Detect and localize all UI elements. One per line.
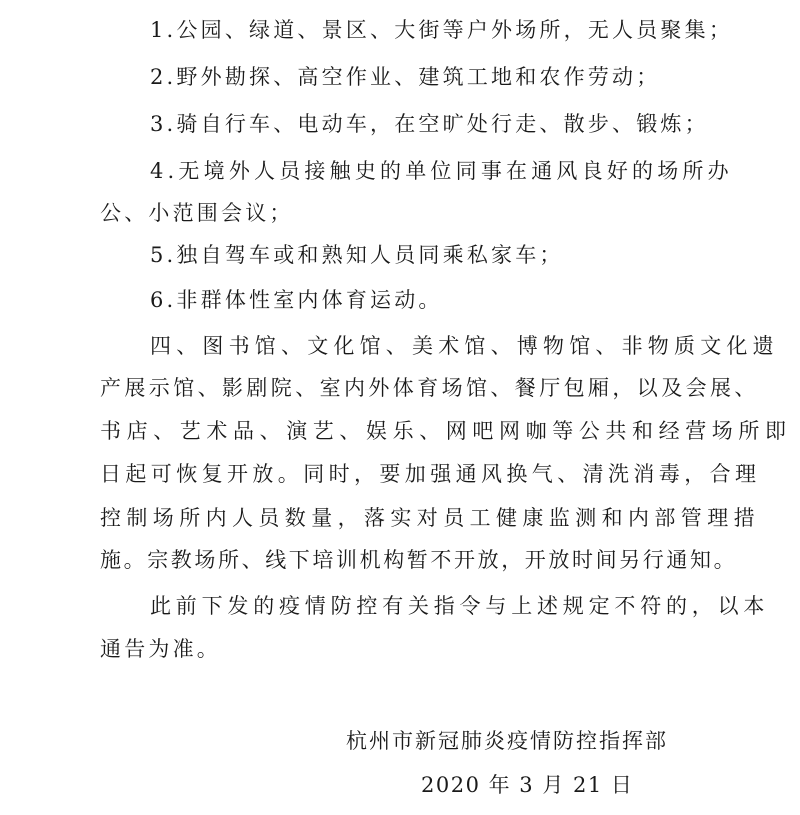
section4-line5: 控制场所内人员数量，落实对员工健康监测和内部管理措 [100,506,760,530]
closing-line1: 此前下发的疫情防控有关指令与上述规定不符的，以本 [150,594,770,618]
closing-line2: 通告为准。 [100,637,221,661]
list-item-4-line1: 4.无境外人员接触史的单位同事在通风良好的场所办 [150,159,733,183]
list-item-3: 3.骑自行车、电动车，在空旷处行走、散步、锻炼； [150,112,709,136]
section4-line3: 书店、艺术品、演艺、娱乐、网吧网咖等公共和经营场所即 [100,419,792,443]
section4-line1: 四、图书馆、文化馆、美术馆、博物馆、非物质文化遗 [150,334,779,358]
list-item-1: 1.公园、绿道、景区、大街等户外场所，无人员聚集； [150,18,734,42]
signature-org: 杭州市新冠肺炎疫情防控指挥部 [346,729,668,753]
section4-line2: 产展示馆、影剧院、室内外体育场馆、餐厅包厢，以及会展、 [100,376,759,400]
signature-date: 2020 年 3 月 21 日 [421,773,634,797]
list-item-2: 2.野外勘探、高空作业、建筑工地和农作劳动； [150,65,661,89]
list-item-4-line2: 公、小范围会议； [100,201,294,225]
list-item-5: 5.独自驾车或和熟知人员同乘私家车； [150,243,564,267]
list-item-6: 6.非群体性室内体育运动。 [150,288,443,312]
section4-line6: 施。宗教场所、线下培训机构暂不开放，开放时间另行通知。 [100,548,738,572]
section4-line4: 日起可恢复开放。同时，要加强通风换气、清洗消毒，合理 [100,462,761,486]
